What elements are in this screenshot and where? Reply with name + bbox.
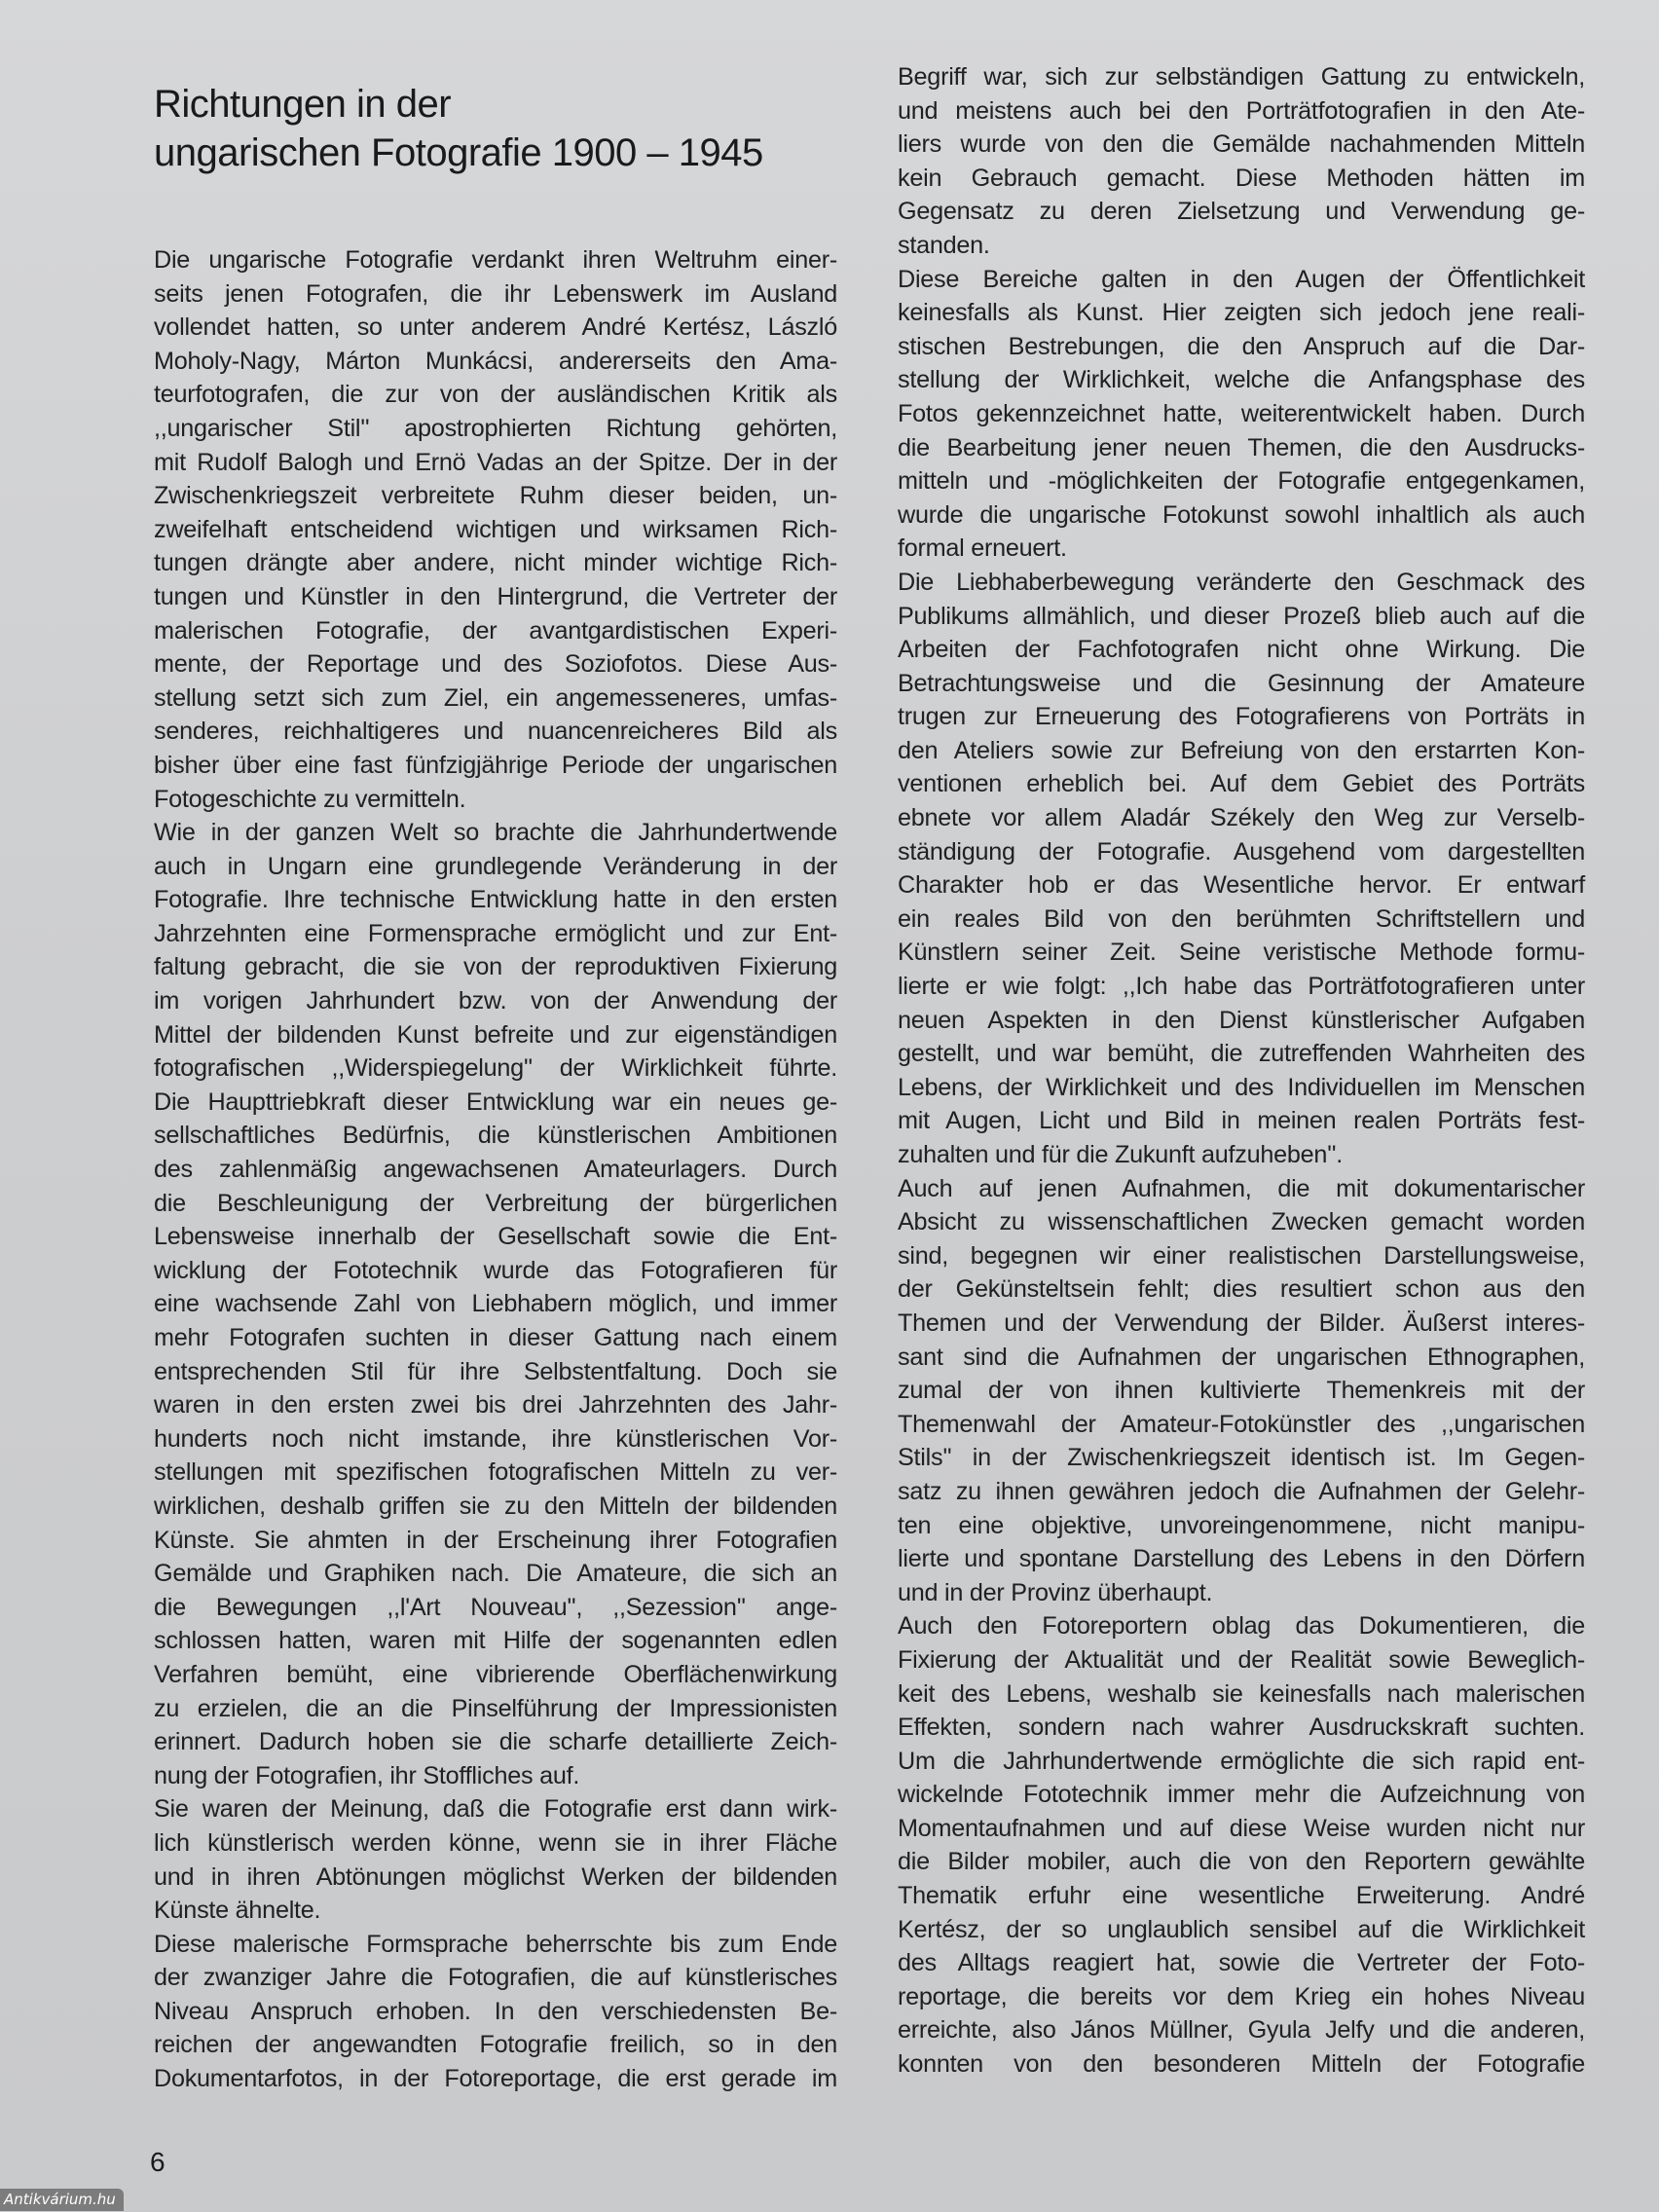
text-line: Diese malerische Formsprache beherrschte bis zum Ende [154,1930,837,1958]
text-line: stischen Bestrebungen, die den Anspruch auf die Dar- [898,332,1585,360]
text-line: Gegensatz zu deren Zielsetzung und Verwendung ge- [898,198,1585,226]
text-line: waren in den ersten zwei bis drei Jahrzehnten des Jahr- [154,1391,837,1419]
text-line: und in ihren Abtönungen möglichst Werken der bildenden [154,1862,837,1891]
text-line: mitteln und -möglichkeiten der Fotografie entgegenkamen, [898,467,1585,496]
text-line: ventionen erheblich bei. Auf dem Gebiet des Porträts [898,770,1585,798]
text-line: satz zu ihnen gewähren jedoch die Aufnahmen der Gelehr- [898,1477,1585,1505]
text-line: wickelnde Fototechnik immer mehr die Aufzeichnung von [898,1781,1585,1809]
text-line: des zahlenmäßig angewachsenen Amateurlagers. Durch [154,1156,837,1184]
text-line: entsprechenden Stil für ihre Selbstentfaltung. Doch sie [154,1357,837,1385]
text-line: Die ungarische Fotografie verdankt ihren Weltruhm einer- [154,246,837,274]
text-line: den Ateliers sowie zur Befreiung von den erstarrten Kon- [898,736,1585,764]
text-line: Niveau Anspruch erhoben. In den verschiedensten Be- [154,1997,837,2025]
text-line: ten eine objektive, unvoreingenommene, nicht manipu- [898,1511,1585,1539]
text-line: Absicht zu wissenschaftlichen Zwecken gemacht worden [898,1208,1585,1236]
text-line: Die Liebhaberbewegung veränderte den Geschmack des [898,568,1585,596]
text-line: lierte er wie folgt: ,,Ich habe das Porträtfotografieren unter [898,973,1585,1001]
page-title [154,80,855,177]
page-number: 6 [150,2147,166,2177]
text-line: im vorigen Jahrhundert bzw. von der Anwendung der [154,987,837,1015]
text-line: ,,ungarischer Stil'' apostrophierten Richtung gehörten, [154,414,837,442]
text-line: stellungen mit spezifischen fotografischen Mitteln zu ver- [154,1458,837,1487]
text-line: bisher über eine fast fünfzigjährige Periode der ungarischen [154,751,837,779]
text-line: eine wachsende Zahl von Liebhabern möglich, und immer [154,1290,837,1318]
text-line: Fotografie. Ihre technische Entwicklung hatte in den ersten [154,886,837,914]
text-line: stellung der Wirklichkeit, welche die Anfangsphase des [898,366,1585,394]
text-line: Die Haupttriebkraft dieser Entwicklung war ein neues ge- [154,1088,837,1116]
text-line: stellung setzt sich zum Ziel, ein angemesseneres, umfas- [154,683,837,712]
text-line: und meistens auch bei den Porträtfotografien in den Ate- [898,96,1585,125]
text-line: Stils'' in der Zwischenkriegszeit identisch ist. Im Gegen- [898,1444,1585,1472]
text-line: des Alltags reagiert hat, sowie die Vertreter der Foto- [898,1949,1585,1977]
text-line: die Bewegungen ,,l'Art Nouveau'', ,,Sezession'' ange- [154,1593,837,1621]
text-line: Diese Bereiche galten in den Augen der Öffentlichkeit [898,265,1585,293]
text-line: sant sind die Aufnahmen der ungarischen Ethnographen, [898,1343,1585,1371]
text-line: kein Gebrauch gemacht. Diese Methoden hätten im [898,164,1585,192]
text-line: mehr Fotografen suchten in dieser Gattung nach einem [154,1324,837,1351]
text-line: standen. [898,231,990,259]
text-line: Auch auf jenen Aufnahmen, die mit dokumentarischer [898,1174,1585,1202]
text-line: Wie in der ganzen Welt so brachte die Jahrhundertwende [154,819,837,847]
text-line: zumal der von ihnen kultivierte Themenkreis mit der [898,1377,1585,1405]
text-line: tungen und Künstler in den Hintergrund, die Vertreter der [154,582,837,610]
text-line: seits jenen Fotografen, die ihr Lebenswerk im Ausland [154,279,837,308]
text-line: Begriff war, sich zur selbständigen Gattung zu entwickeln, [898,63,1585,91]
text-line: und in der Provinz überhaupt. [898,1578,1213,1606]
text-line: teurfotografen, die zur von der ausländischen Kritik als [154,381,837,409]
text-line: Lebens, der Wirklichkeit und des Individuellen im Menschen [898,1073,1585,1101]
text-line: konnten von den besonderen Mitteln der Fotografie [898,2050,1585,2079]
text-line: nung der Fotografien, ihr Stoffliches auf. [154,1761,580,1789]
text-line: mit Rudolf Balogh und Ernö Vadas an der Spitze. Der in der [154,448,837,476]
text-line: Themenwahl der Amateur-Fotokünstler des ,,ungarischen [898,1410,1585,1438]
text-line: die Beschleunigung der Verbreitung der bürgerlichen [154,1189,837,1217]
text-line: reichen der angewandten Fotografie freilich, so in den [154,2031,837,2059]
text-line: hunderts noch nicht imstande, ihre künstlerischen Vor- [154,1424,837,1453]
text-line: mente, der Reportage und des Soziofotos. Diese Aus- [154,650,837,679]
text-line: Dokumentarfotos, in der Fotoreportage, die erst gerade im [154,2065,837,2093]
text-line: Um die Jahrhundertwende ermöglichte die sich rapid ent- [898,1747,1585,1775]
text-line: Arbeiten der Fachfotografen nicht ohne Wirkung. Die [898,636,1585,664]
title-line-1: Richtungen in der [154,83,452,126]
text-line: ein reales Bild von den berühmten Schriftstellern und [898,904,1585,933]
text-line: schlossen hatten, waren mit Hilfe der sogenannten edlen [154,1627,837,1655]
text-line: trugen zur Erneuerung des Fotografierens von Porträts in [898,703,1585,731]
text-line: faltung gebracht, die sie von der reproduktiven Fixierung [154,953,837,981]
text-line: sellschaftliches Bedürfnis, die künstlerischen Ambitionen [154,1122,837,1150]
text-line: Moholy-Nagy, Márton Munkácsi, andererseits den Ama- [154,347,837,375]
text-line: Mittel der bildenden Kunst befreite und zur eigenständigen [154,1020,837,1049]
text-line: Betrachtungsweise und die Gesinnung der Amateure [898,669,1585,697]
text-line: Fixierung der Aktualität und der Realität sowie Beweglich- [898,1645,1585,1674]
text-line: fotografischen ,,Widerspiegelung'' der Wirklichkeit führte. [154,1054,837,1083]
text-line: Künste. Sie ahmten in der Erscheinung ihrer Fotografien [154,1526,837,1554]
text-line: lierte und spontane Darstellung des Lebens in den Dörfern [898,1545,1585,1573]
left-text-column [154,243,837,2096]
text-line: Zwischenkriegszeit verbreitete Ruhm dieser beiden, un- [154,482,837,510]
text-line: Fotos gekennzeichnet hatte, weiterentwickelt haben. Durch [898,399,1585,427]
text-line: lich künstlerisch werden könne, wenn sie in ihrer Fläche [154,1828,837,1857]
text-line: Sie waren der Meinung, daß die Fotografie erst dann wirk- [154,1795,837,1824]
text-line: Auch den Fotoreportern oblag das Dokumentieren, die [898,1612,1585,1641]
text-line: Jahrzehnten eine Formensprache ermöglicht und zur Ent- [154,919,837,947]
text-line: Publikums allmählich, und dieser Prozeß blieb auch auf die [898,602,1585,630]
text-line: mit Augen, Licht und Bild in meinen realen Porträts fest- [898,1107,1585,1135]
text-line: Lebensweise innerhalb der Gesellschaft sowie die Ent- [154,1223,837,1251]
text-line: neuen Aspekten in den Dienst künstlerischer Aufgaben [898,1006,1585,1034]
text-line: Verfahren bemüht, eine vibrierende Oberflächenwirkung [154,1660,837,1688]
text-line: sind, begegnen wir einer realistischen Darstellungsweise, [898,1241,1585,1270]
title-line-2: ungarischen Fotografie 1900 – 1945 [154,131,763,174]
text-line: zweifelhaft entscheidend wichtigen und wirksamen Rich- [154,515,837,543]
text-line: zuhalten und für die Zukunft aufzuheben''. [898,1141,1344,1168]
text-line: keinesfalls als Kunst. Hier zeigten sich jedoch jene reali- [898,299,1585,327]
text-line: auch in Ungarn eine grundlegende Veränderung in der [154,852,837,880]
text-line: vollendet hatten, so unter anderem André Kertész, László [154,313,837,342]
right-text-column [898,60,1585,2082]
text-line: Themen und der Verwendung der Bilder. Äußerst interes- [898,1309,1585,1337]
text-line: der Gekünsteltsein fehlt; dies resultiert schon aus den [898,1275,1585,1304]
text-line: keit des Lebens, weshalb sie keinesfalls nach malerischen [898,1679,1585,1708]
text-line: wurde die ungarische Fotokunst sowohl inhaltlich als auch [898,500,1585,529]
text-line: Künstlern seiner Zeit. Seine veristische Methode formu- [898,939,1585,967]
text-line: die Bilder mobiler, auch die von den Reportern gewählte [898,1848,1585,1876]
text-line: liers wurde von den die Gemälde nachahmenden Mitteln [898,130,1585,159]
text-line: Thematik erfuhr eine wesentliche Erweiterung. André [898,1882,1585,1910]
text-line: der zwanziger Jahre die Fotografien, die auf künstlerisches [154,1964,837,1992]
text-line: Effekten, sondern nach wahrer Ausdruckskraft suchten. [898,1714,1585,1742]
text-line: Gemälde und Graphiken nach. Die Amateure, die sich an [154,1560,837,1588]
watermark: Antikvárium.hu [0,2189,124,2211]
text-line: Charakter hob er das Wesentliche hervor. Er entwarf [898,871,1585,900]
text-line: wicklung der Fototechnik wurde das Fotografieren für [154,1256,837,1284]
text-line: die Bearbeitung jener neuen Themen, die den Ausdrucks- [898,433,1585,461]
text-line: zu erzielen, die an die Pinselführung der Impressionisten [154,1694,837,1722]
text-line: wirklichen, deshalb griffen sie zu den Mitteln der bildenden [154,1492,837,1520]
text-line: malerischen Fotografie, der avantgardistischen Experi- [154,616,837,645]
text-line: Kertész, der so unglaublich sensibel auf die Wirklichkeit [898,1915,1585,1943]
text-line: erreichte, also János Müllner, Gyula Jelfy und die anderen, [898,2016,1585,2045]
text-line: reportage, die bereits vor dem Krieg ein hohes Niveau [898,1982,1585,2010]
text-line: Momentaufnahmen und auf diese Weise wurden nicht nur [898,1814,1585,1842]
text-line: Künste ähnelte. [154,1897,321,1925]
text-line: Fotogeschichte zu vermitteln. [154,785,466,813]
text-line: gestellt, und war bemüht, die zutreffenden Wahrheiten des [898,1040,1585,1068]
text-line: erinnert. Dadurch hoben sie die scharfe detaillierte Zeich- [154,1728,837,1756]
text-line: senderes, reichhaltigeres und nuancenreicheres Bild als [154,718,837,746]
text-line: ebnete vor allem Aladár Székely den Weg zur Verselb- [898,804,1585,832]
text-line: formal erneuert. [898,535,1067,563]
text-line: tungen drängte aber andere, nicht minder wichtige Rich- [154,549,837,577]
text-line: ständigung der Fotografie. Ausgehend vom dargestellten [898,837,1585,866]
